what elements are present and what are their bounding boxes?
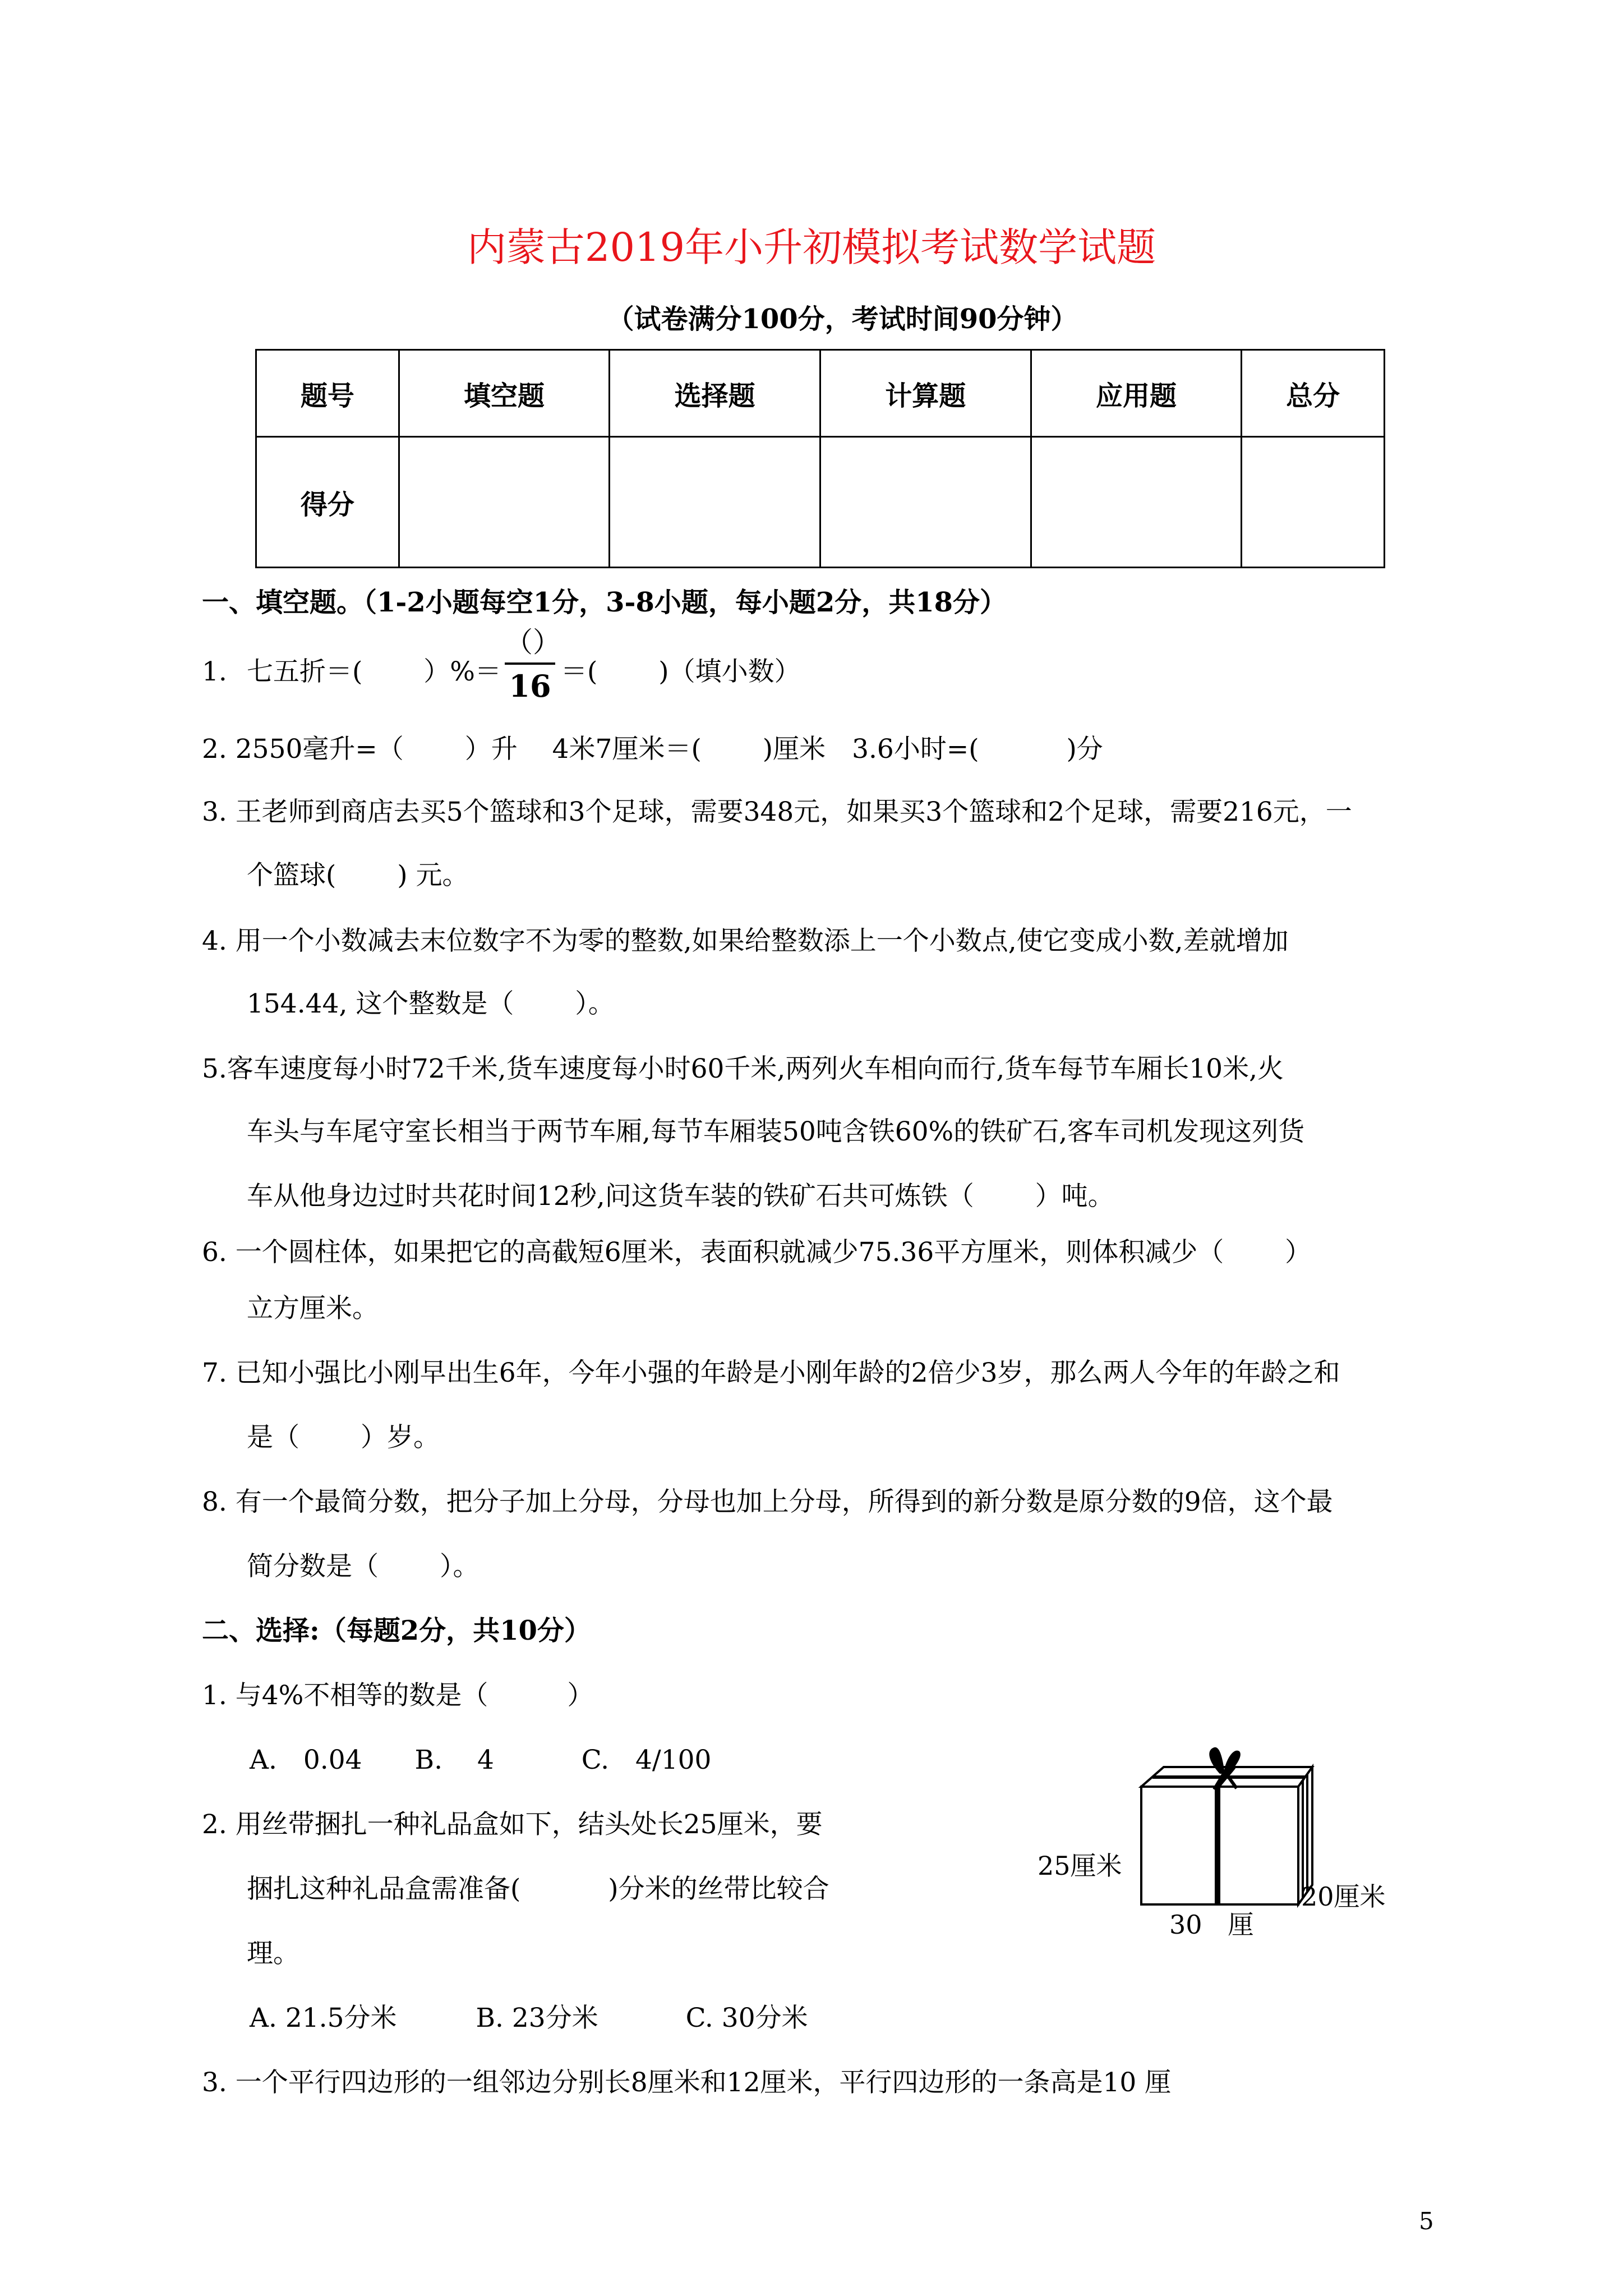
header-cell: 应用题 [1031, 350, 1242, 437]
question-1-3-line1: 3. 王老师到商店去买5个篮球和3个足球，需要348元，如果买3个篮球和2个足球，需要216元，一 [202, 797, 1352, 827]
question-text: 七五折＝( ）%＝ [247, 656, 501, 687]
question-1-3-line2: 个篮球( ) 元。 [247, 860, 469, 891]
question-2-2-line1: 2. 用丝带捆扎一种礼品盒如下，结头处长25厘米，要 [202, 1809, 823, 1840]
header-cell: 题号 [256, 350, 399, 437]
figure-label-bottom: 30 厘 [1169, 1910, 1254, 1940]
section2-heading: 二、选择:（每题2分，共10分） [202, 1615, 591, 1646]
score-cell [820, 437, 1031, 568]
header-cell: 计算题 [820, 350, 1031, 437]
question-1-1 [202, 651, 501, 688]
header-cell: 填空题 [399, 350, 610, 437]
score-table-score-row [256, 437, 1385, 568]
question-1-2: 2. 2550毫升=（ ）升 4米7厘米＝( )厘米 3.6小时=( )分 [202, 734, 1103, 765]
question-2-3-line1: 3. 一个平行四边形的一组邻边分别长8厘米和12厘米，平行四边形的一条高是10 厘 [202, 2067, 1172, 2098]
score-cell [1242, 437, 1385, 568]
question-2-2-line3: 理。 [247, 1938, 299, 1969]
question-1-5-line1: 5.客车速度每小时72千米,货车速度每小时60千米,两列火车相向而行,货车每节车厢长10米,火 [202, 1053, 1284, 1084]
exam-title: 内蒙古2019年小升初模拟考试数学试题 [467, 224, 1156, 270]
score-table-header-row [256, 350, 1385, 437]
question-1-7-line2: 是（ ）岁。 [247, 1422, 440, 1453]
question-number: 1. [202, 656, 227, 687]
score-cell [610, 437, 820, 568]
header-cell: 选择题 [610, 350, 820, 437]
score-cell [1031, 437, 1242, 568]
row-label-cell: 得分 [256, 437, 399, 568]
question-1-4-line1: 4. 用一个小数减去末位数字不为零的整数,如果给整数添上一个小数点,使它变成小数,差就增加 [202, 926, 1289, 956]
question-2-2-line2: 捆扎这种礼品盒需准备( )分米的丝带比较合 [247, 1874, 829, 1904]
fraction-numerator: （） [505, 626, 561, 659]
question-1-4-line2: 154.44, 这个整数是（ ）。 [247, 988, 615, 1019]
header-cell: 总分 [1242, 350, 1385, 437]
question-1-8-line1: 8. 有一个最简分数，把分子加上分母，分母也加上分母，所得到的新分数是原分数的9倍，这个最 [202, 1487, 1333, 1517]
question-2-1: 1. 与4%不相等的数是（ ） [202, 1680, 594, 1711]
question-1-8-line2: 简分数是（ ）。 [247, 1551, 479, 1582]
fraction [505, 625, 561, 704]
section1-heading: 一、填空题。（1-2小题每空1分，3-8小题，每小题2分，共18分） [202, 587, 1007, 618]
gift-box-figure [1136, 1745, 1326, 1913]
figure-label-right: 20厘米 [1301, 1881, 1386, 1912]
question-1-5-line3: 车从他身边过时共花时间12秒,问这货车装的铁矿石共可炼铁（ ）吨。 [247, 1181, 1114, 1212]
figure-label-left: 25厘米 [1038, 1851, 1122, 1881]
question-1-6-line1: 6. 一个圆柱体，如果把它的高截短6厘米，表面积就减少75.36平方厘米，则体积减少（ ） [202, 1237, 1312, 1268]
question-1-7-line1: 7. 已知小强比小刚早出生6年，今年小强的年龄是小刚年龄的2倍少3岁，那么两人今年的年龄之和 [202, 1358, 1340, 1388]
exam-subtitle: （试卷满分100分，考试时间90分钟） [607, 303, 1078, 335]
question-1-6-line2: 立方厘米。 [247, 1293, 379, 1324]
page-number: 5 [1419, 2207, 1434, 2235]
fraction-denominator: 16 [509, 668, 551, 704]
question-2-2-options: A. 21.5分米 B. 23分米 C. 30分米 [250, 2003, 808, 2033]
question-1-5-line2: 车头与车尾守室长相当于两节车厢,每节车厢装50吨含铁60%的铁矿石,客车司机发现这列货 [247, 1116, 1305, 1147]
question-2-1-options: A. 0.04 B. 4 C. 4/100 [250, 1745, 712, 1775]
fraction-bar [505, 662, 555, 665]
question-1-1-tail: ＝( )（填小数） [561, 656, 801, 687]
score-cell [399, 437, 610, 568]
score-table [255, 349, 1385, 568]
